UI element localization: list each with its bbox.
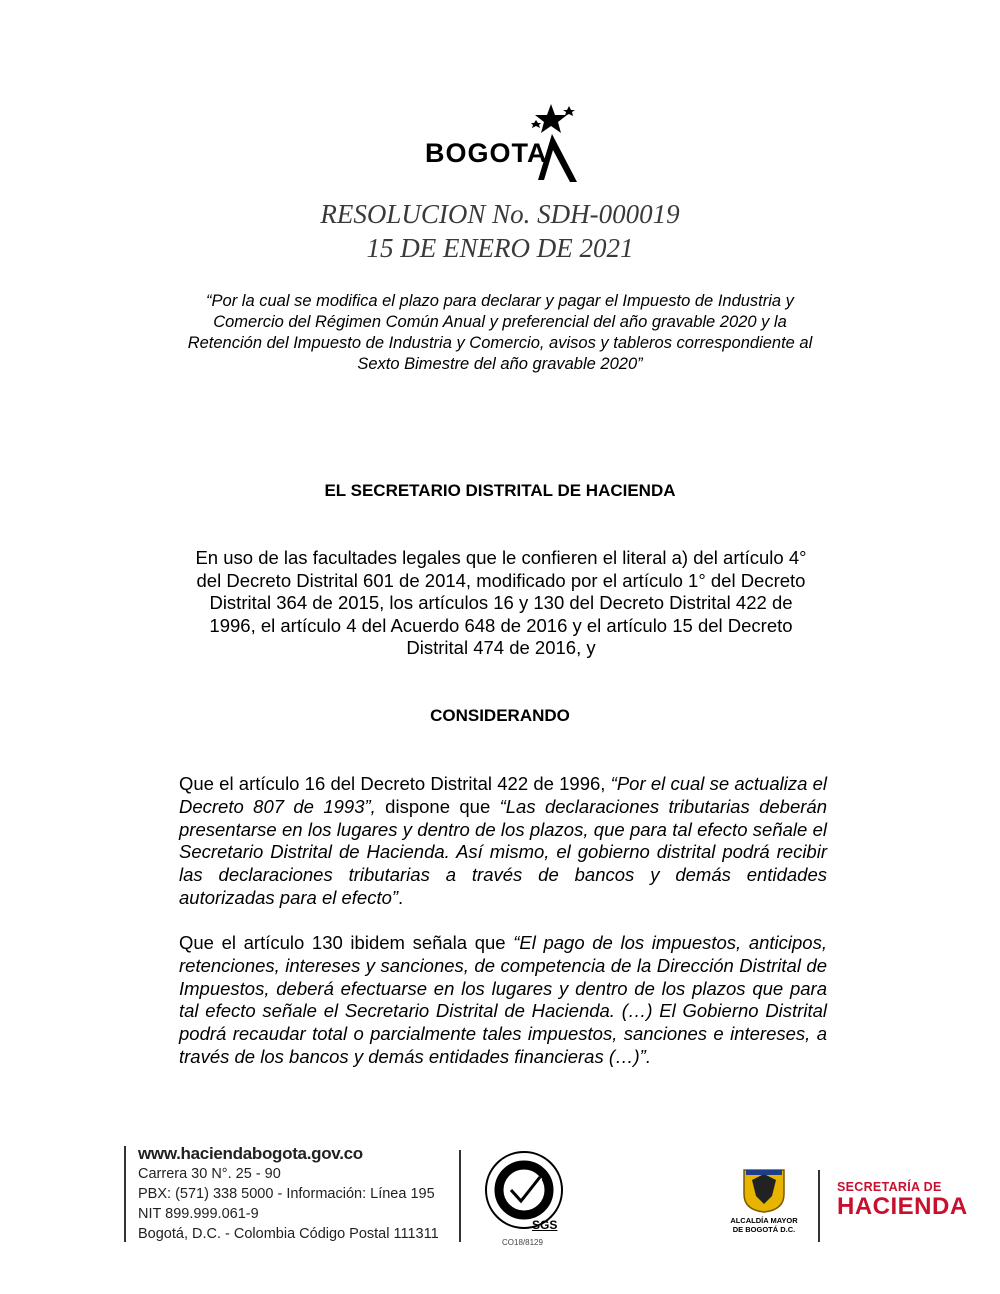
footer-phone: PBX: (571) 338 5000 - Información: Línea 195 — [138, 1186, 435, 1202]
p1-quote-title: “Por el cual se actualiza el Decreto 807 de 1993”, — [179, 773, 827, 817]
subtitle-line: Comercio del Régimen Común Anual y preferencial del año gravable 2020 y la — [213, 313, 787, 331]
powers-line: Distrital 364 de 2015, los artículos 16 y 130 del Decreto Distrital 422 de — [209, 592, 793, 613]
p2-quote: “El pago de los impuestos, anticipos, retenciones, intereses y sanciones, de competencia de la Dirección Distrital de Impuestos, deberá efectuarse en los lugares y dentro de los plazos que para tal efecto señale el Secretario Distrital de Hacienda. (…) El Gobierno Distrital podrá recaudar total o parcialmente tales impuestos, sanciones e intereses, a través de los bancos y demás entidades financieras (…)”. — [179, 932, 827, 1067]
footer-address: Carrera 30 N°. 25 - 90 — [138, 1166, 281, 1182]
powers-line: 1996, el artículo 4 del Acuerdo 648 de 2016 y el artículo 15 del Decreto — [209, 614, 793, 636]
subtitle-line: “Por la cual se modifica el plazo para declarar y pagar el Impuesto de Industria y — [206, 292, 794, 310]
alcaldia-line: ALCALDÍA MAYOR — [730, 1216, 798, 1225]
paragraph-article-16 — [179, 773, 827, 910]
subtitle-line: Sexto Bimestre del año gravable 2020” — [357, 355, 643, 373]
powers-line: Distrital 474 de 2016, y — [406, 637, 596, 658]
p2-text: Que el artículo 130 ibidem señala que — [179, 932, 514, 953]
resolution-date: 15 DE ENERO DE 2021 — [366, 233, 634, 263]
website-link[interactable]: www.haciendabogota.gov.co — [138, 1144, 363, 1163]
bogota-logo — [420, 100, 590, 185]
hacienda-line: HACIENDA — [837, 1193, 968, 1220]
p1-text: . — [398, 886, 404, 908]
powers-line: En uso de las facultades legales que le confieren el literal a) del artículo 4° — [195, 547, 807, 568]
secretary-heading: EL SECRETARIO DISTRITAL DE HACIENDA — [324, 481, 676, 500]
coat-of-arms-icon — [724, 1166, 804, 1214]
subtitle-line: Retención del Impuesto de Industria y Comercio, avisos y tableros correspondiente al — [187, 334, 813, 352]
p1-text: Que el artículo 16 del Decreto Distrital 422 de 1996, — [179, 773, 611, 794]
alcaldia-line: DE BOGOTÁ D.C. — [732, 1225, 796, 1234]
resolution-subtitle — [155, 291, 845, 375]
footer-divider — [818, 1170, 820, 1242]
sgs-certification-seal — [478, 1146, 578, 1250]
footer-divider — [459, 1150, 461, 1242]
alcaldia-seal — [724, 1166, 804, 1246]
secretaria-hacienda-logo — [837, 1180, 968, 1220]
paragraph-article-130 — [179, 932, 827, 1069]
powers-paragraph — [170, 547, 832, 660]
p1-text: dispone que — [375, 795, 500, 817]
sgs-code: CO18/8129 — [502, 1238, 543, 1247]
sgs-label: SGS — [532, 1218, 558, 1232]
powers-line: del Decreto Distrital 601 de 2014, modificado por el artículo 1° del Decreto — [196, 569, 806, 591]
logo-text: BOGOTA — [425, 138, 548, 168]
certification-icon — [478, 1146, 578, 1250]
footer-contact — [138, 1144, 439, 1244]
footer-nit: NIT 899.999.061-9 — [138, 1206, 259, 1222]
secretaria-line: SECRETARÍA DE — [837, 1180, 942, 1194]
footer-divider — [124, 1146, 126, 1242]
footer-city: Bogotá, D.C. - Colombia Código Postal 111311 — [138, 1226, 439, 1242]
p1-quote: “Las declaraciones tributarias deberán presentarse en los lugares y dentro de los plazos, que para tal efecto señale el Secretario Distrital de Hacienda. Así mismo, el gobierno distrital podrá recibir las declaraciones tributarias a través de bancos y demás entidades autorizadas para el efecto” — [179, 795, 827, 908]
resolution-title: RESOLUCION No. SDH-000019 — [320, 199, 680, 229]
considerando-heading: CONSIDERANDO — [430, 706, 570, 725]
